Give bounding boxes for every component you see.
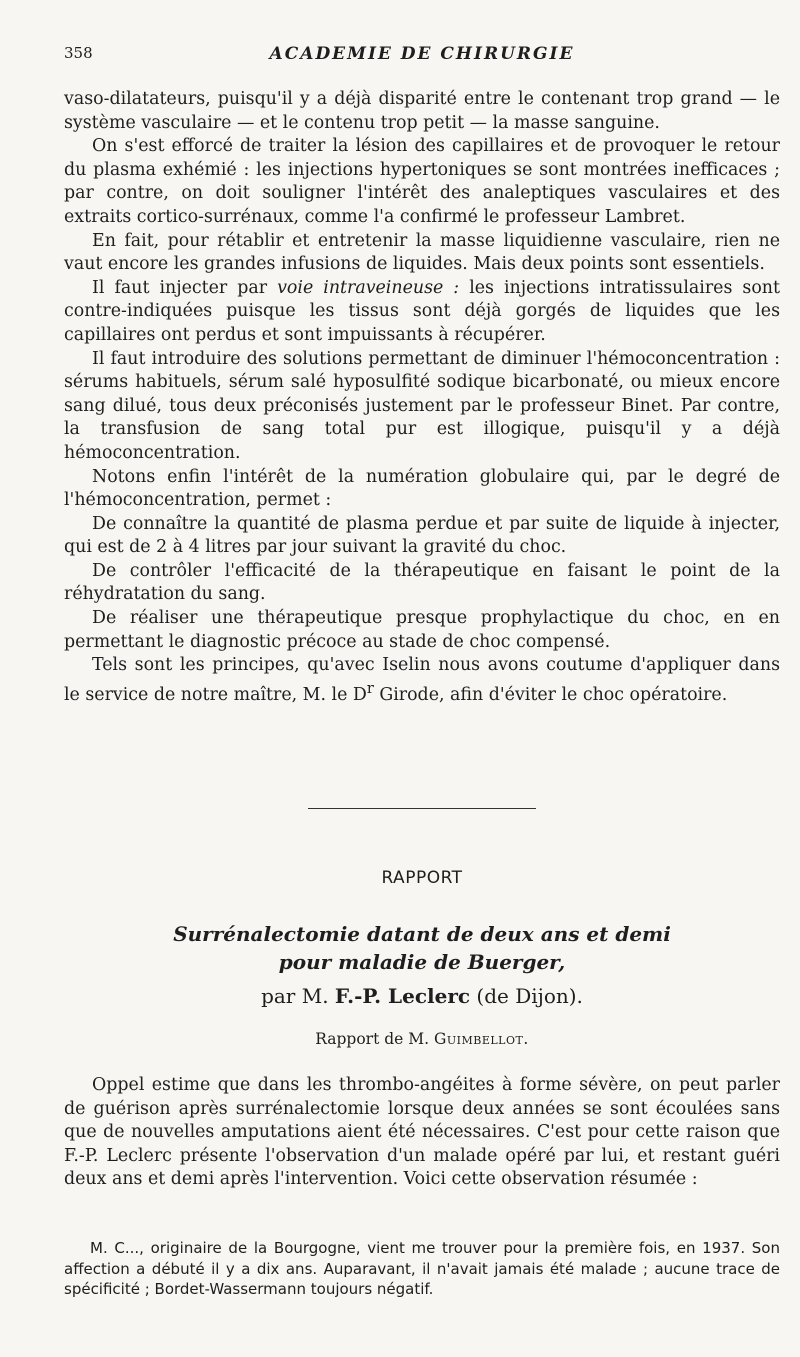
paragraph-text: Tels sont les principes, qu'avec Iselin nous avons coutume d'appliquer dans le service de notre maître, M. le D: [64, 655, 780, 705]
paragraph: [64, 654, 780, 707]
paragraph: De réaliser une thérapeutique presque prophylactique du choc, en en permettant le diagnostic précoce au stade de choc compensé.: [64, 608, 780, 652]
body-text: [64, 88, 780, 707]
page-header: [64, 44, 780, 68]
author-suffix: (de Dijon).: [470, 984, 583, 1008]
author-name: F.-P. Leclerc: [334, 984, 471, 1008]
paragraph: De contrôler l'efficacité de la thérapeutique en faisant le point de la réhydratation du sang.: [64, 560, 780, 605]
report-author: [64, 984, 780, 1008]
report-title-line: Surrénalectomie datant de deux ans et demi: [173, 922, 671, 946]
section-divider: [308, 808, 536, 809]
report-by: [64, 1030, 780, 1048]
running-head: ACADEMIE DE CHIRURGIE: [269, 44, 575, 64]
report-title: [64, 920, 780, 976]
report-body: [64, 1074, 780, 1192]
page-number: 358: [64, 44, 93, 62]
report-by-prefix: Rapport de M.: [315, 1030, 434, 1048]
section-label: RAPPORT: [381, 868, 463, 888]
paragraph: En fait, pour rétablir et entretenir la masse liquidienne vasculaire, rien ne vaut encore les grandes infusions de liquides. Mais deux points sont essentiels.: [64, 230, 780, 275]
observation-text: [64, 1238, 780, 1300]
paragraph: On s'est efforcé de traiter la lésion des capillaires et de provoquer le retour du plasma exhémié : les injections hypertoniques se sont montrées inefficaces ; par contre, on doit souligner l'intérêt des analeptiques vasculaires et des extraits cortico-surrénaux, comme l'a confirmé le professeur Lambret.: [64, 136, 780, 227]
paragraph: Oppel estime que dans les thrombo-angéites à forme sévère, on peut parler de guérison après surrénalectomie lorsque deux années se sont écoulées sans que de nouvelles amputations aient été nécessaires. C'est pour cette raison que F.-P. Leclerc présente l'observation d'un malade opéré par lui, et restant guéri deux ans et demi après l'intervention. Voici cette observation résumée :: [64, 1075, 780, 1190]
paragraph-text: les injections intratissulaires sont contre-indiquées puisque les tissus sont déjà gorgés de liquides que les capillaires ont perdus et sont impuissants à récupérer.: [64, 277, 780, 345]
paragraph-text: Girode, afin d'éviter le choc opératoire.: [373, 684, 728, 705]
paragraph: Il faut introduire des solutions permettant de diminuer l'hémoconcentration : sérums habituels, sérum salé hyposulfité sodique bicarbonaté, ou mieux encore sang dilué, tous deux préconisés justement par le professeur Binet. Par contre, la transfusion de sang total pur est illogique, puisqu'il y a déjà hémoconcentration.: [64, 348, 780, 463]
paragraph: De connaître la quantité de plasma perdue et par suite de liquide à injecter, qui est de 2 à 4 litres par jour suivant la gravité du choc.: [64, 513, 780, 558]
paragraph-text: Il faut injecter par: [92, 277, 278, 298]
paragraph: M. C..., originaire de la Bourgogne, vient me trouver pour la première fois, en 1937. Son affection a débuté il y a dix ans. Auparavant, il n'avait jamais été malade ; aucune trace de spécificité ; Bordet-Wassermann toujours négatif.: [64, 1239, 780, 1298]
paragraph: Notons enfin l'intérêt de la numération globulaire qui, par le degré de l'hémoconcentration, permet :: [64, 466, 780, 511]
reporter-name: Guimbellot.: [434, 1030, 529, 1048]
superscript: r: [366, 680, 374, 697]
paragraph: [64, 277, 780, 348]
paragraph: vaso-dilatateurs, puisqu'il y a déjà disparité entre le contenant trop grand — le système vasculaire — et le contenu trop petit — la masse sanguine.: [64, 89, 780, 133]
report-title-line: pour maladie de Buerger,: [278, 950, 566, 974]
emphasis-text: voie intraveineuse :: [277, 277, 460, 298]
author-prefix: par M.: [261, 984, 335, 1008]
